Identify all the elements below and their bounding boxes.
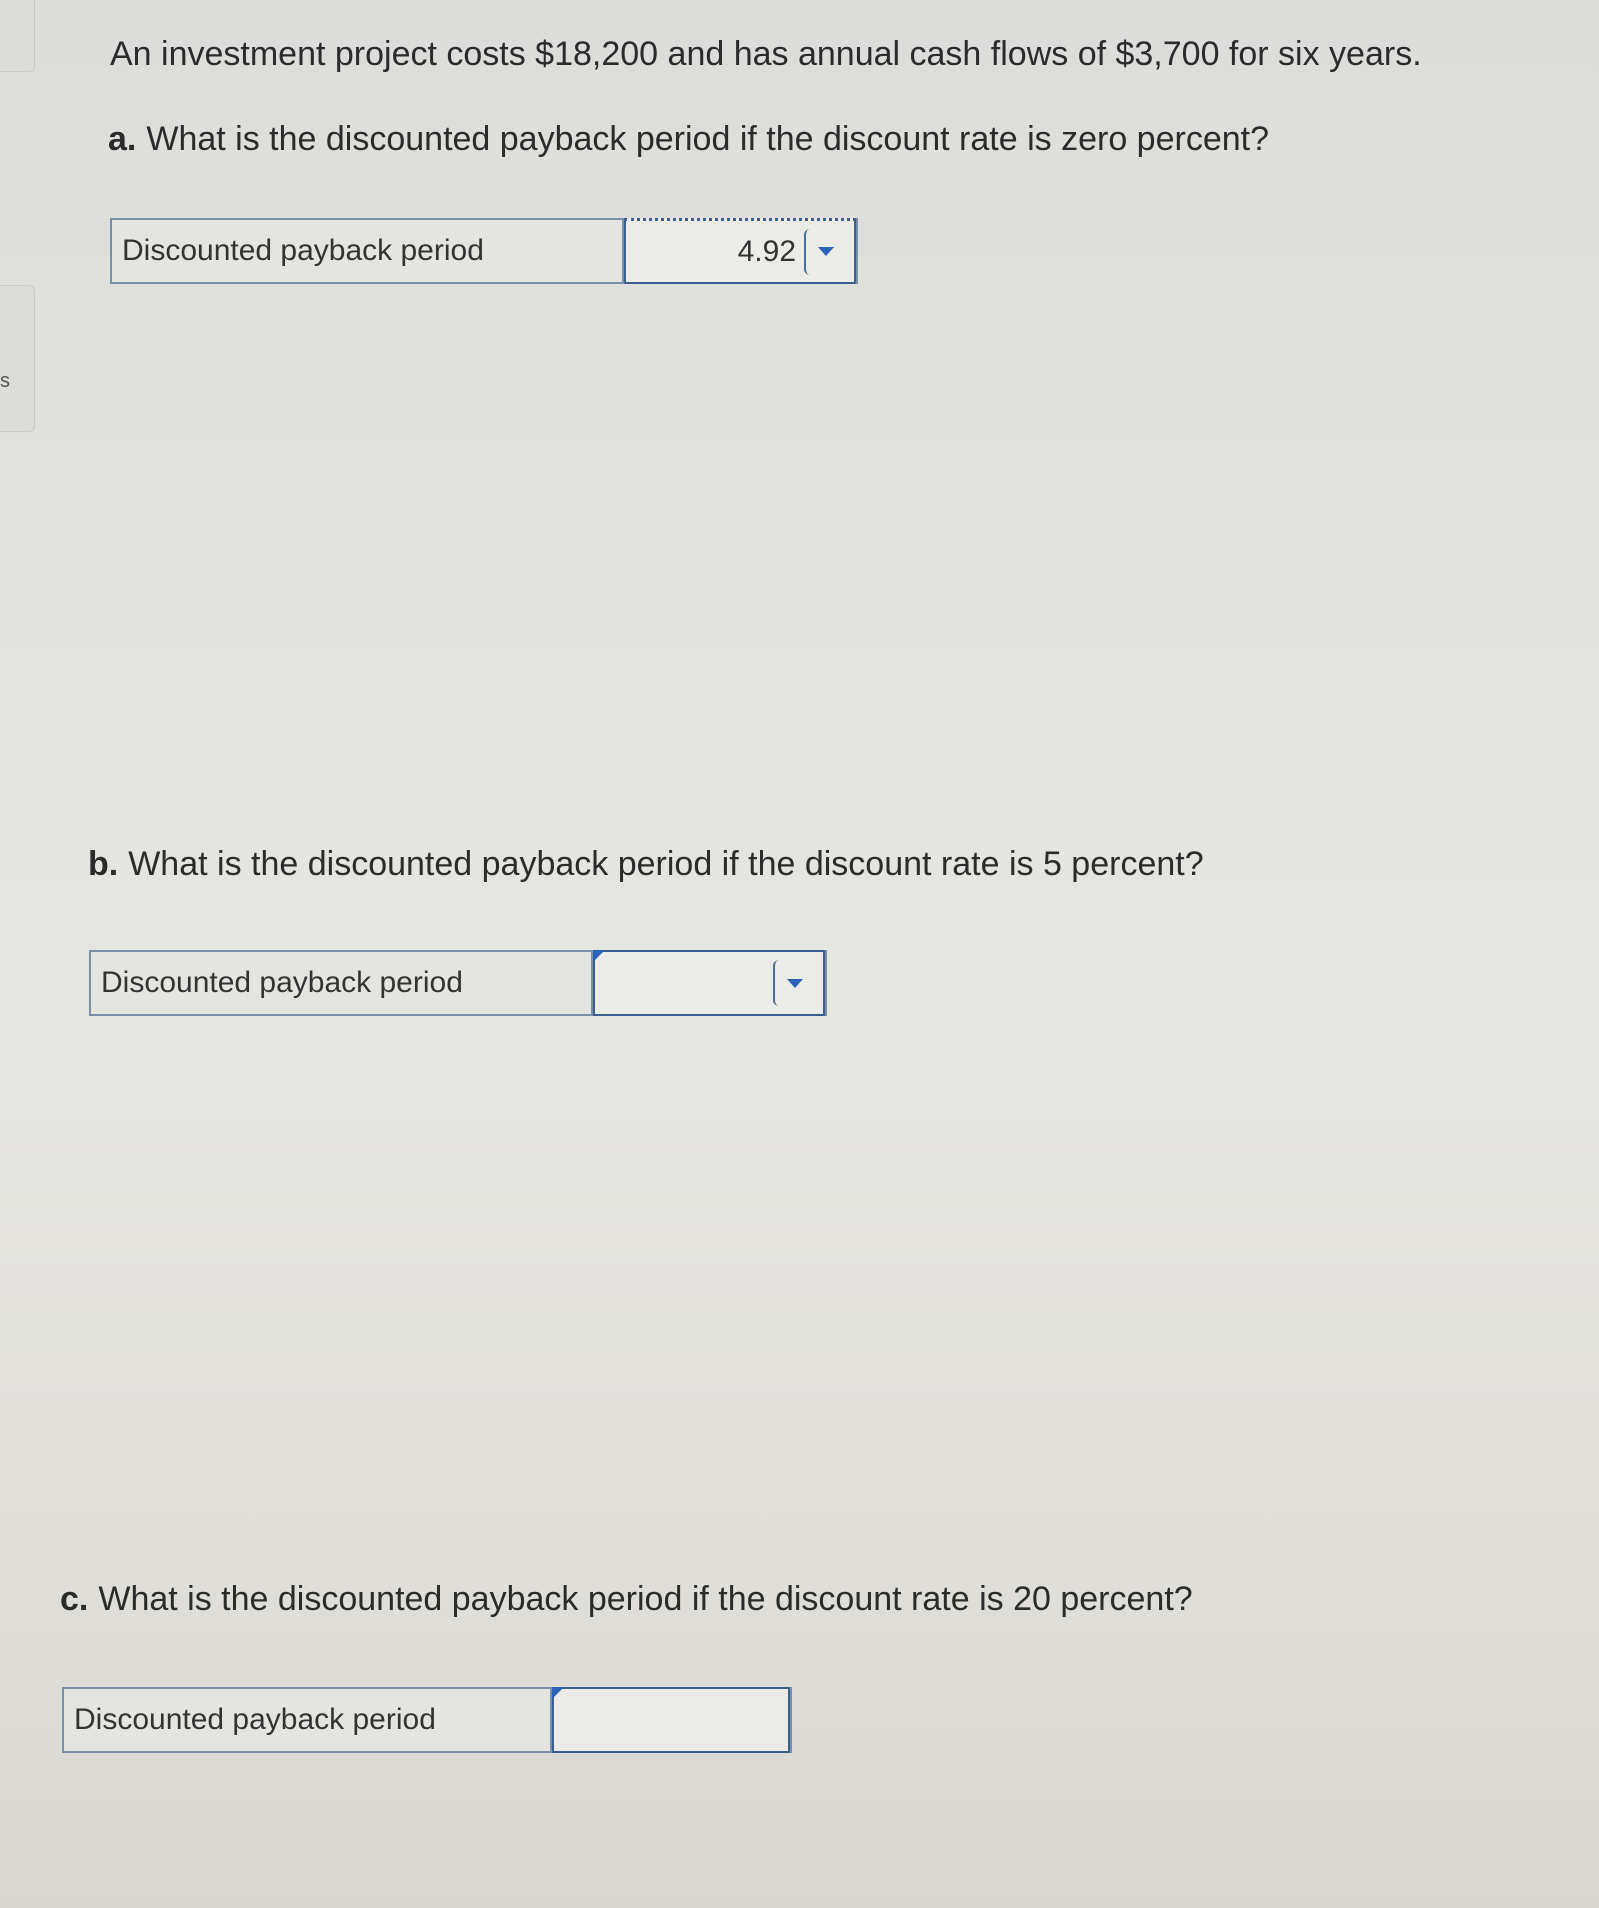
question-letter: b. — [88, 845, 119, 883]
active-corner-marker — [593, 950, 605, 962]
question-text: What is the discounted payback period if the discount rate is 5 percent? — [128, 845, 1204, 883]
question-letter: a. — [108, 120, 137, 158]
answer-value[interactable]: 4.92 — [737, 234, 796, 268]
answer-table-c — [62, 1687, 792, 1753]
answer-dropdown-a[interactable] — [804, 229, 846, 275]
problem-statement: An investment project costs $18,200 and has annual cash flows of $3,700 for six years. — [110, 35, 1422, 73]
question-letter: c. — [60, 1580, 89, 1618]
answer-table-a — [110, 218, 858, 284]
left-panel-glyph: s — [0, 370, 10, 392]
chevron-down-icon — [787, 979, 803, 988]
question-text: What is the discounted payback period if the discount rate is zero percent? — [146, 120, 1269, 158]
answer-label: Discounted payback period — [112, 220, 624, 282]
answer-dropdown-b[interactable] — [773, 960, 815, 1006]
chevron-down-icon — [818, 247, 834, 256]
answer-label: Discounted payback period — [64, 1689, 552, 1751]
answer-input-a[interactable] — [624, 218, 856, 284]
active-corner-marker — [552, 1687, 564, 1699]
question-text: What is the discounted payback period if the discount rate is 20 percent? — [98, 1580, 1193, 1618]
answer-table-b — [89, 950, 827, 1016]
answer-label: Discounted payback period — [91, 952, 593, 1014]
question-c — [60, 1575, 1193, 1623]
question-a — [108, 115, 1269, 163]
answer-input-c[interactable] — [552, 1687, 790, 1753]
answer-input-b[interactable] — [593, 950, 825, 1016]
left-panel-tab[interactable] — [0, 285, 35, 432]
question-b — [88, 840, 1204, 888]
left-panel-tab-top[interactable] — [0, 0, 35, 72]
